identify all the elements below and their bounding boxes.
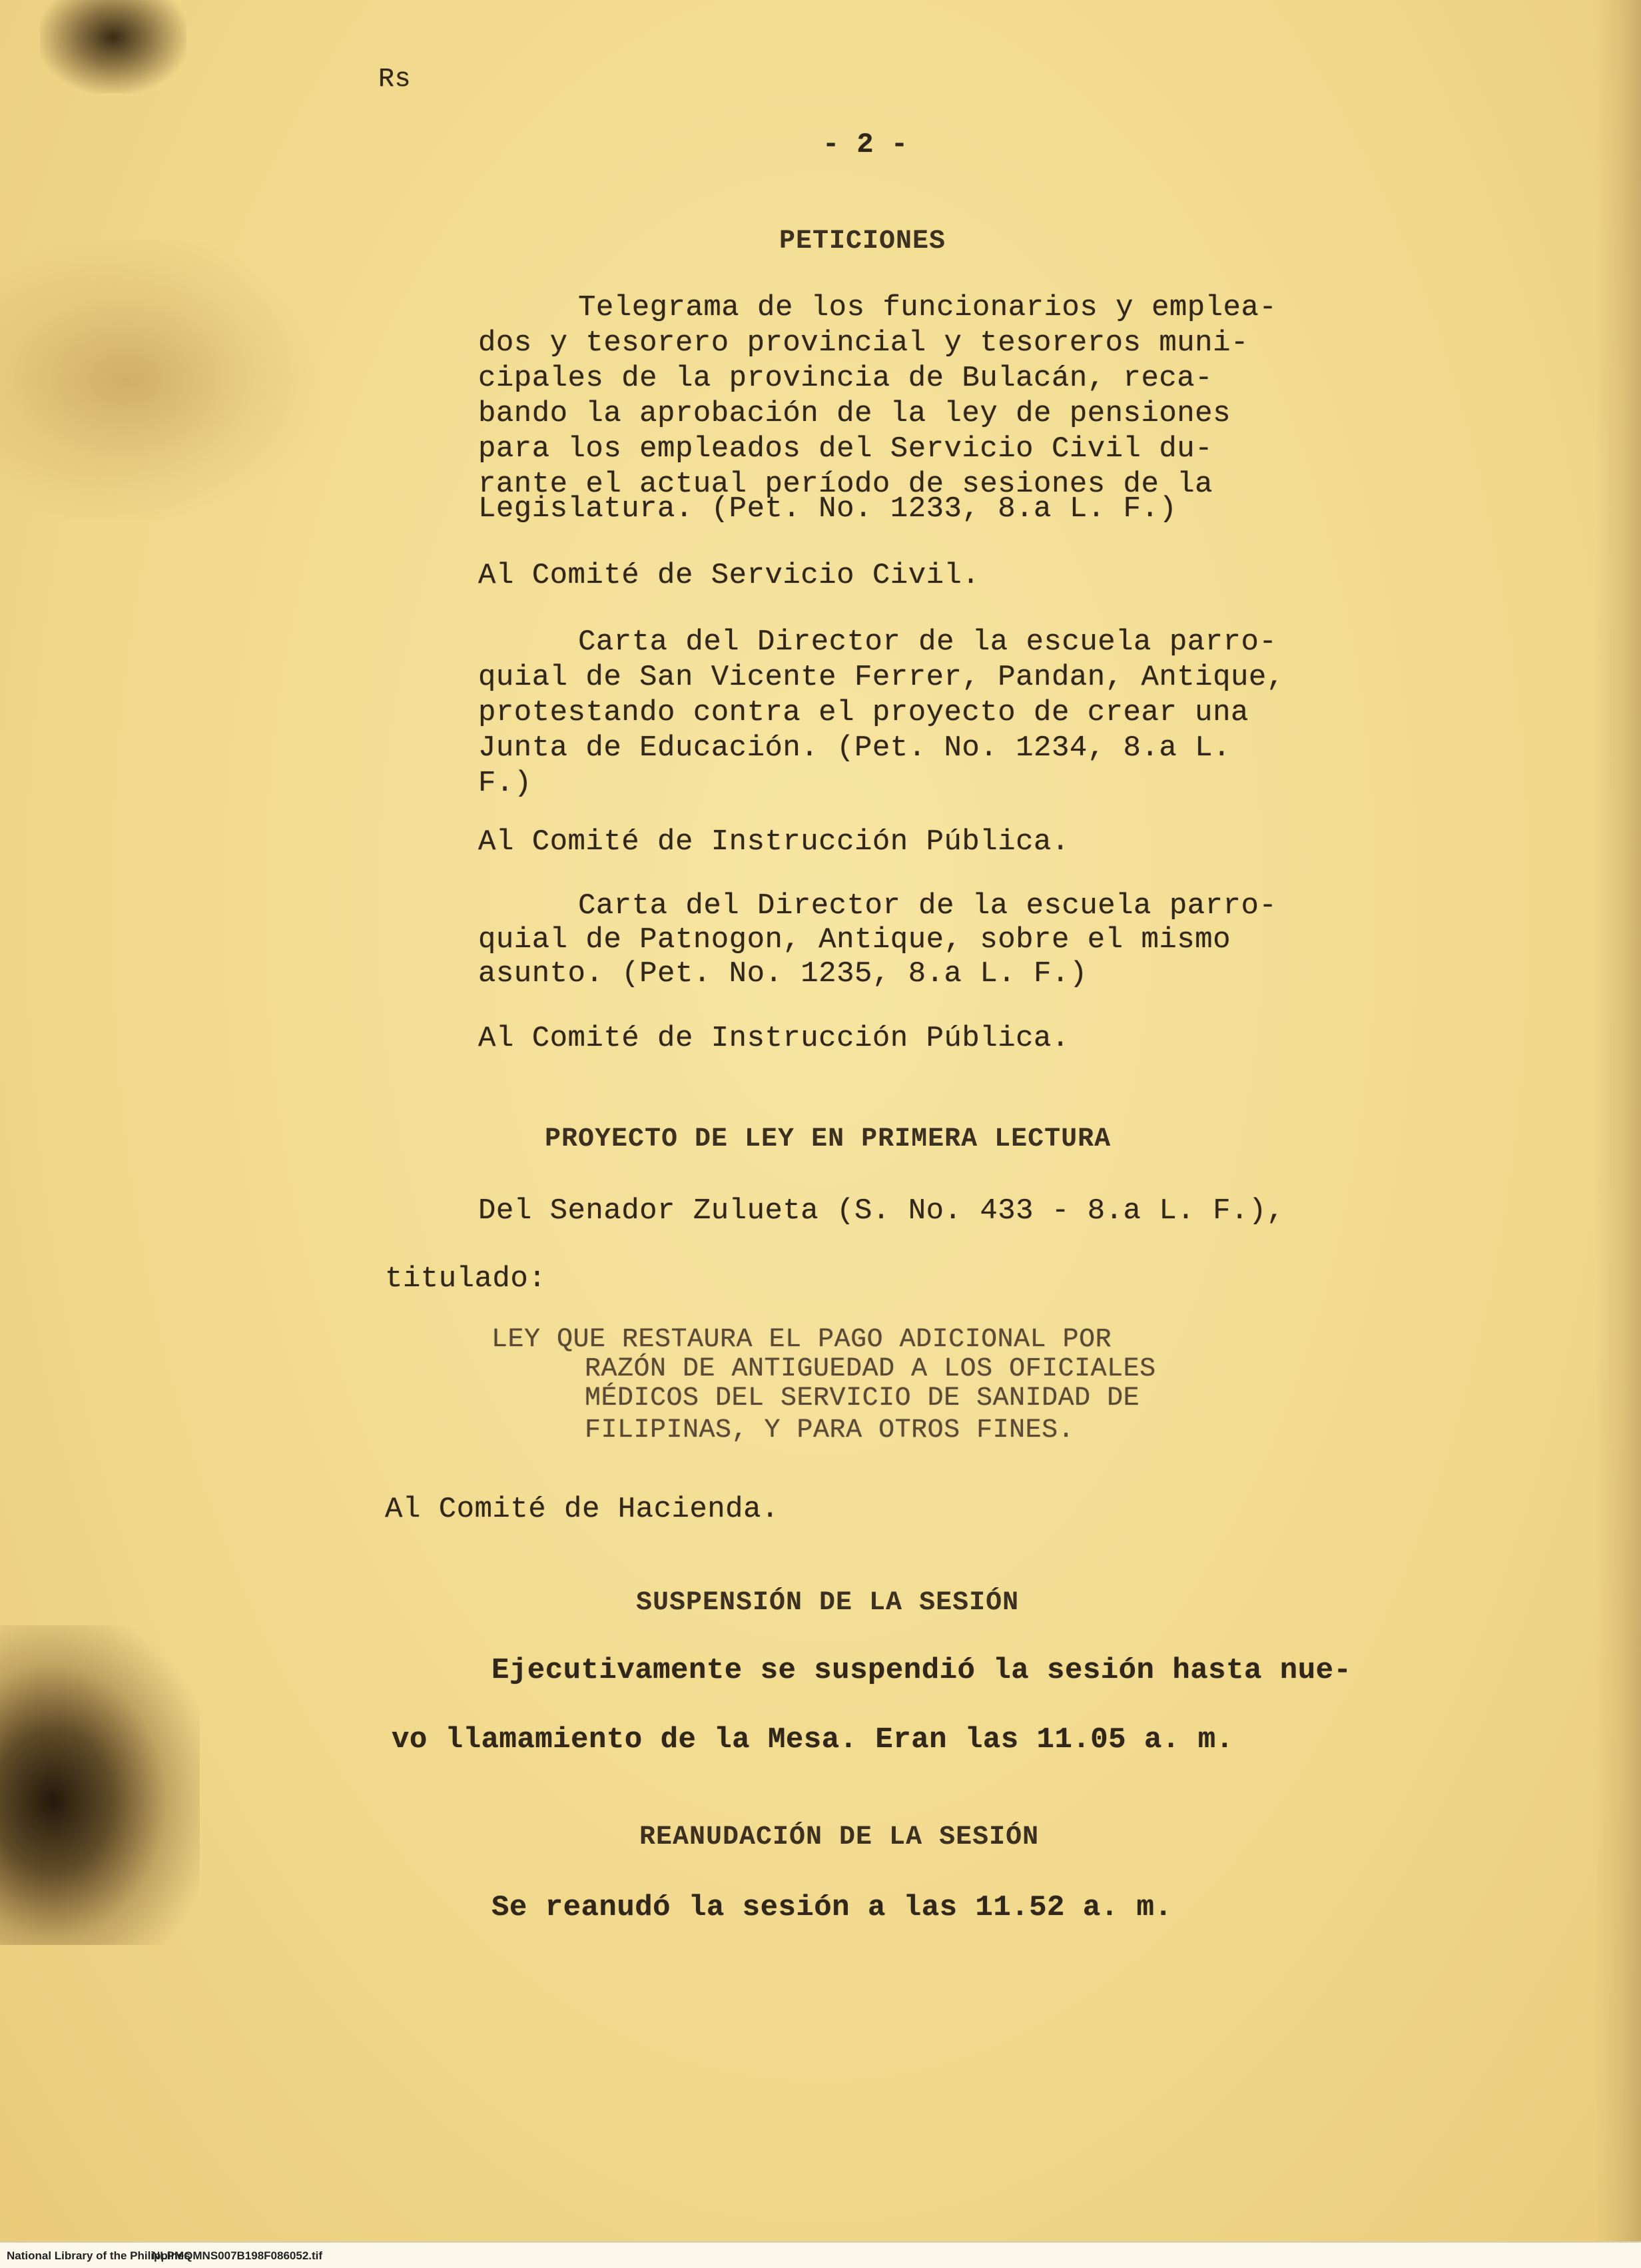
petition-1-line: rante el actual período de sesiones de la — [478, 468, 1213, 501]
section-heading-peticiones: PETICIONES — [779, 226, 946, 256]
bill-title-line: MÉDICOS DEL SERVICIO DE SANIDAD DE — [585, 1383, 1140, 1413]
petition-1-line: dos y tesorero provincial y tesoreros muni- — [478, 326, 1249, 360]
archive-footer-bar — [0, 2241, 1641, 2268]
reanudacion-text: Se reanudó la sesión a las 11.52 a. m. — [492, 1891, 1173, 1924]
bill-title-line: FILIPINAS, Y PARA OTROS FINES. — [585, 1415, 1075, 1445]
page-number: - 2 - — [822, 129, 908, 161]
petition-3-referral: Al Comité de Instrucción Pública. — [478, 1022, 1070, 1055]
bill-referral: Al Comité de Hacienda. — [385, 1493, 779, 1526]
petition-2-line: quial de San Vicente Ferrer, Pandan, Antique, — [478, 661, 1285, 694]
suspension-line: Ejecutivamente se suspendió la sesión hasta nue- — [492, 1654, 1352, 1687]
footer-file-id: NLPMQMNS007B198F086052.tif — [152, 2249, 323, 2262]
petition-1-line: Telegrama de los funcionarios y emplea- — [578, 291, 1277, 324]
paper-edge-shadow — [1594, 0, 1641, 2268]
burn-mark-top — [40, 0, 186, 93]
suspension-line: vo llamamiento de la Mesa. Eran las 11.05 a. m. — [392, 1723, 1234, 1756]
water-stain — [0, 240, 320, 520]
petition-2-line: F.) — [478, 767, 532, 800]
petition-2-line: Carta del Director de la escuela parro- — [578, 625, 1277, 659]
petition-1-line: cipales de la provincia de Bulacán, reca- — [478, 362, 1213, 395]
petition-2-line: protestando contra el proyecto de crear una — [478, 696, 1249, 729]
section-heading-reanudacion: REANUDACIÓN DE LA SESIÓN — [639, 1822, 1040, 1852]
petition-2-referral: Al Comité de Instrucción Pública. — [478, 825, 1070, 859]
typist-initials: Rs — [378, 65, 412, 95]
petition-2-line: Junta de Educación. (Pet. No. 1234, 8.a L. — [478, 731, 1231, 765]
petition-3-line: asunto. (Pet. No. 1235, 8.a L. F.) — [478, 957, 1088, 990]
bill-titulado: titulado: — [385, 1262, 547, 1296]
burn-mark-left — [0, 1625, 200, 1945]
petition-1-referral: Al Comité de Servicio Civil. — [478, 559, 980, 592]
bill-title-line: LEY QUE RESTAURA EL PAGO ADICIONAL POR — [492, 1325, 1112, 1355]
section-heading-suspension: SUSPENSIÓN DE LA SESIÓN — [636, 1588, 1020, 1618]
petition-1-line: bando la aprobación de la ley de pensiones — [478, 397, 1231, 430]
bill-title-line: RAZÓN DE ANTIGUEDAD A LOS OFICIALES — [585, 1354, 1156, 1384]
petition-1-line: Legislatura. (Pet. No. 1233, 8.a L. F.) — [478, 492, 1177, 526]
section-heading-proyecto: PROYECTO DE LEY EN PRIMERA LECTURA — [545, 1124, 1112, 1154]
petition-1-line: para los empleados del Servicio Civil du- — [478, 432, 1213, 466]
petition-3-line: quial de Patnogon, Antique, sobre el mismo — [478, 923, 1231, 956]
footer-library-name: National Library of the Philippines — [7, 2249, 190, 2262]
bill-author: Del Senador Zulueta (S. No. 433 - 8.a L. F.), — [478, 1194, 1285, 1228]
petition-3-line: Carta del Director de la escuela parro- — [578, 889, 1277, 923]
